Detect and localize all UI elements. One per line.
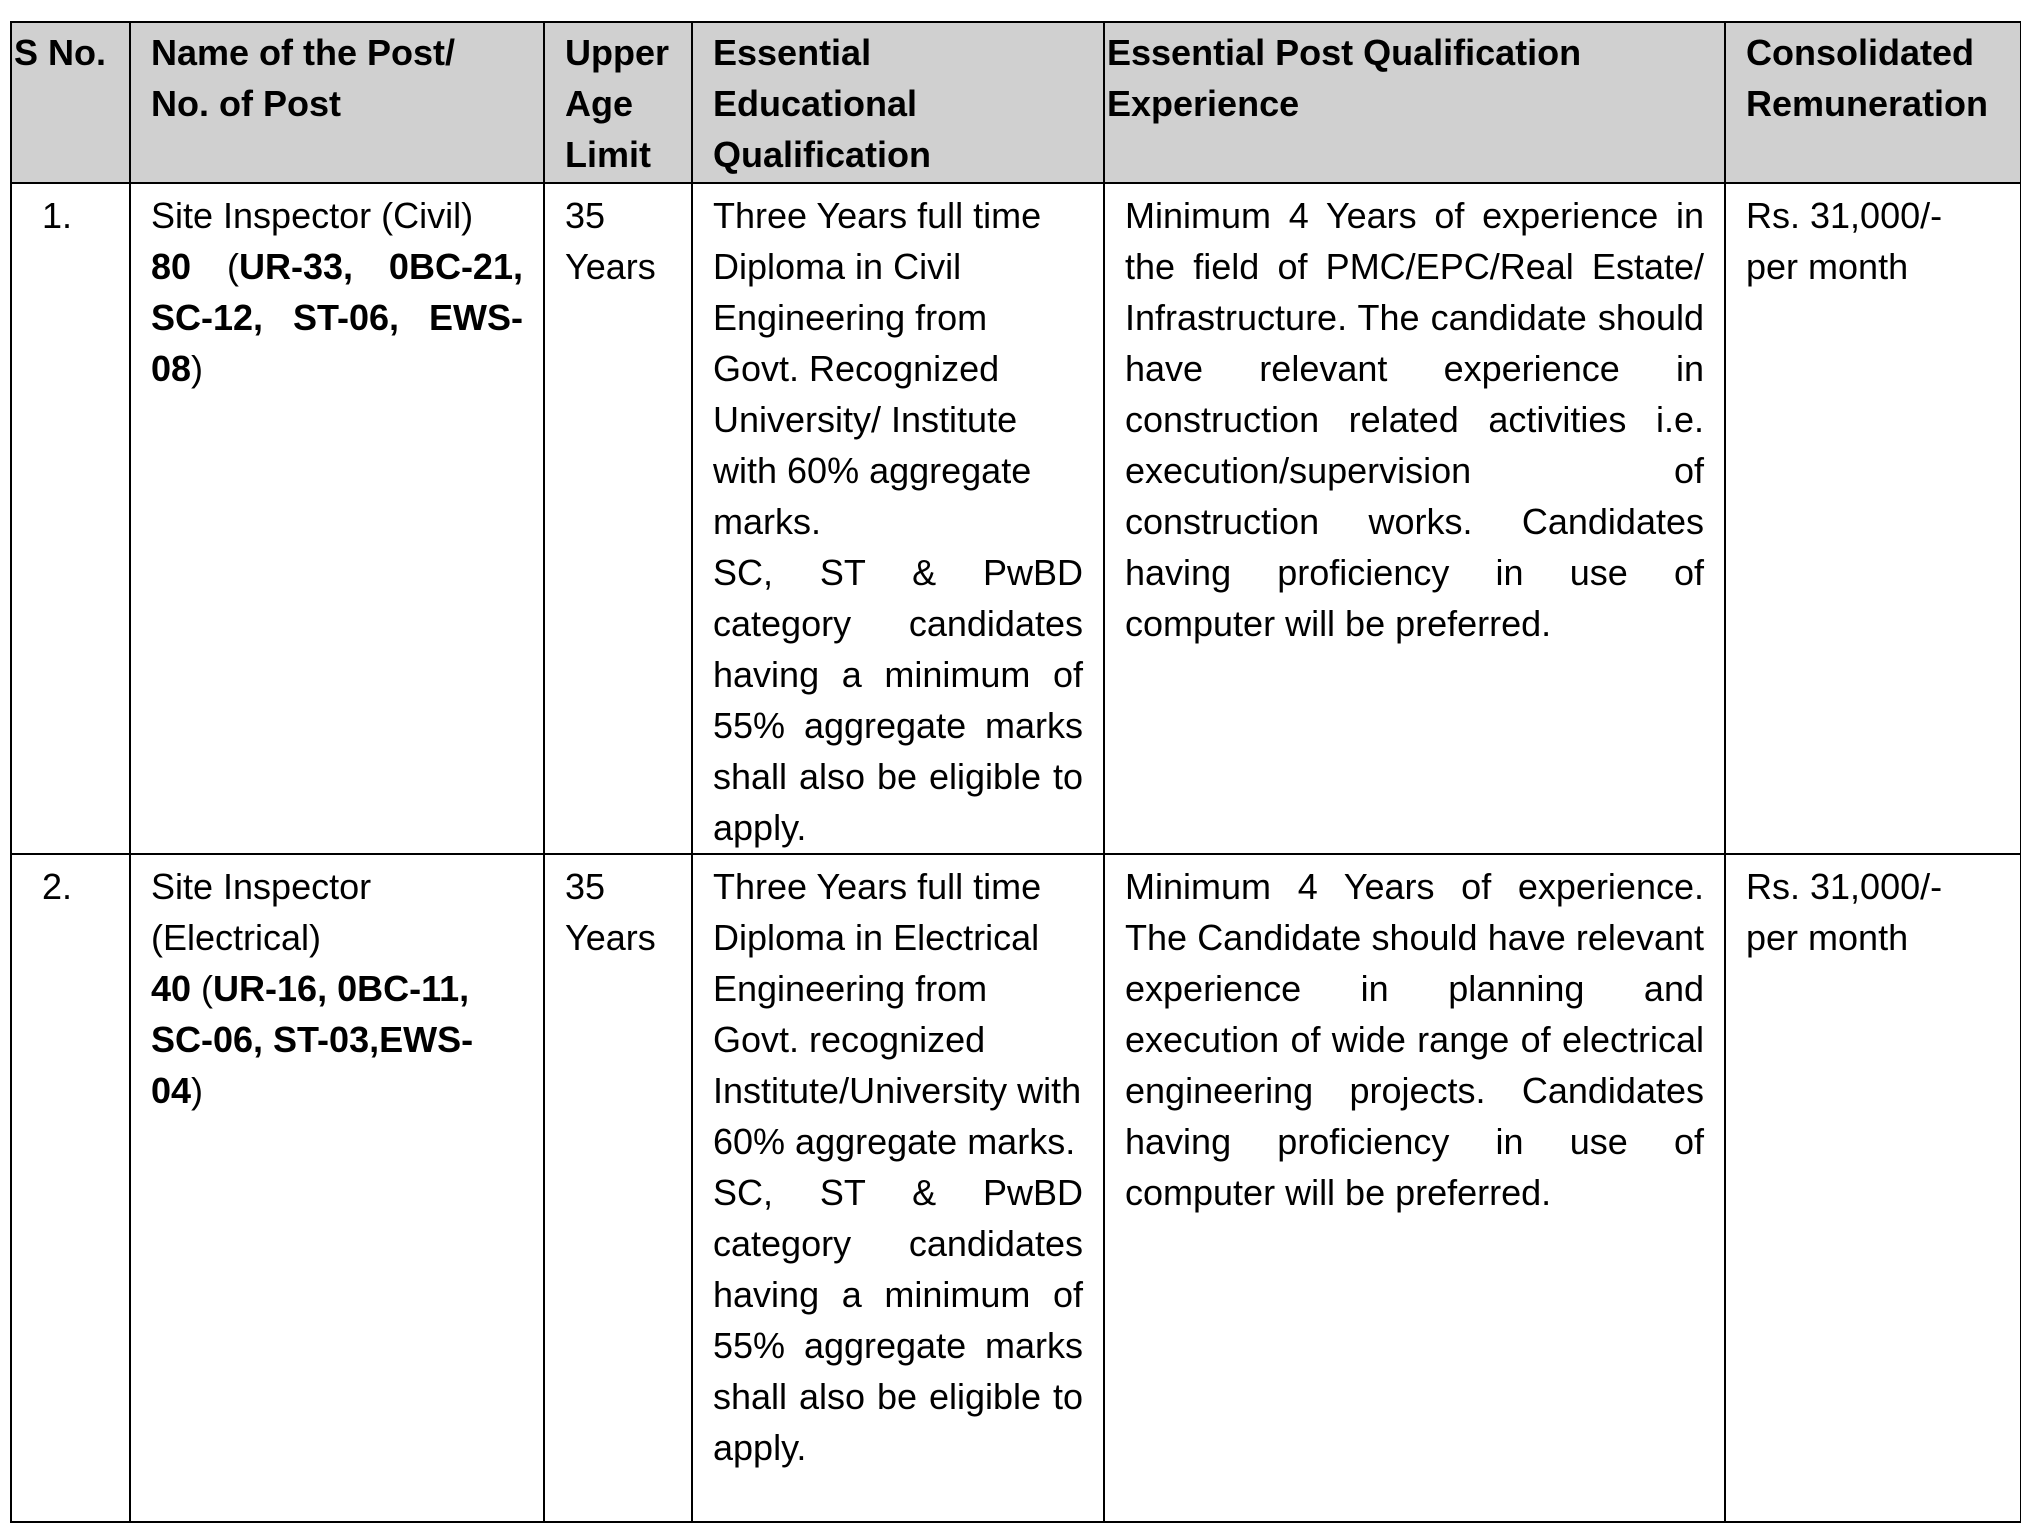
header-row [11,22,2021,183]
post-cell [130,183,544,854]
post-vacancies [151,241,523,394]
experience-cell: Minimum 4 Years of experience in the field of PMC/EPC/Real Estate/ Infrastructure. The candidate should have relevant experience in construction related activities i.e. execution/supervision of construction works. Candidates having proficiency in use of computer will be preferred. [1104,183,1725,854]
education-cell [692,183,1104,854]
post-breakup: UR-16, 0BC-11, SC-06, ST-03,EWS-04 [151,968,474,1111]
post-cell [130,854,544,1522]
table-row [11,854,2021,1522]
education-text: Three Years full time Diploma in Electrical Engineering from Govt. recognized Institute/University with 60% aggregate marks. [713,866,1082,1162]
header-post-name: Name of the Post/ No. of Post [130,22,544,183]
post-vacancies [151,963,523,1116]
post-open-paren: ( [191,968,214,1009]
post-close-paren: ) [191,1070,204,1111]
post-count: 80 [151,246,192,287]
header-s-no: S No. [11,22,130,183]
table-row [11,183,2021,854]
header-experience: Essential Post Qualification Experience [1104,22,1725,183]
post-open-paren: ( [191,246,239,287]
education-text: Three Years full time Diploma in Civil Engineering from Govt. Recognized University/ Institute with 60% aggregate marks. [713,195,1042,542]
table-body [11,183,2021,1522]
post-breakup: UR-33, 0BC-21, SC-12, ST-06, EWS-08 [151,246,523,389]
post-title: Site Inspector (Civil) [151,195,474,236]
age-cell: 35 Years [544,183,692,854]
header-age-limit: Upper Age Limit [544,22,692,183]
education-relaxation: SC, ST & PwBD category candidates having a minimum of 55% aggregate marks shall also be eligible to apply. [713,1172,1083,1468]
age-cell: 35 Years [544,854,692,1522]
post-count: 40 [151,968,192,1009]
recruitment-table [10,21,2021,1523]
s-no-cell: 1. [11,183,130,854]
header-education: Essential Educational Qualification [692,22,1104,183]
post-close-paren: ) [191,348,204,389]
post-title: Site Inspector (Electrical) [151,866,372,958]
s-no-cell: 2. [11,854,130,1522]
header-remuneration: Consolidated Remuneration [1725,22,2021,183]
experience-cell: Minimum 4 Years of experience. The Candidate should have relevant experience in planning and execution of wide range of electrical engineering projects. Candidates having proficiency in use of computer will be preferred. [1104,854,1725,1522]
education-cell [692,854,1104,1522]
remuneration-cell: Rs. 31,000/- per month [1725,854,2021,1522]
table-header [11,22,2021,183]
education-relaxation: SC, ST & PwBD category candidates having a minimum of 55% aggregate marks shall also be eligible to apply. [713,552,1083,848]
remuneration-cell: Rs. 31,000/- per month [1725,183,2021,854]
